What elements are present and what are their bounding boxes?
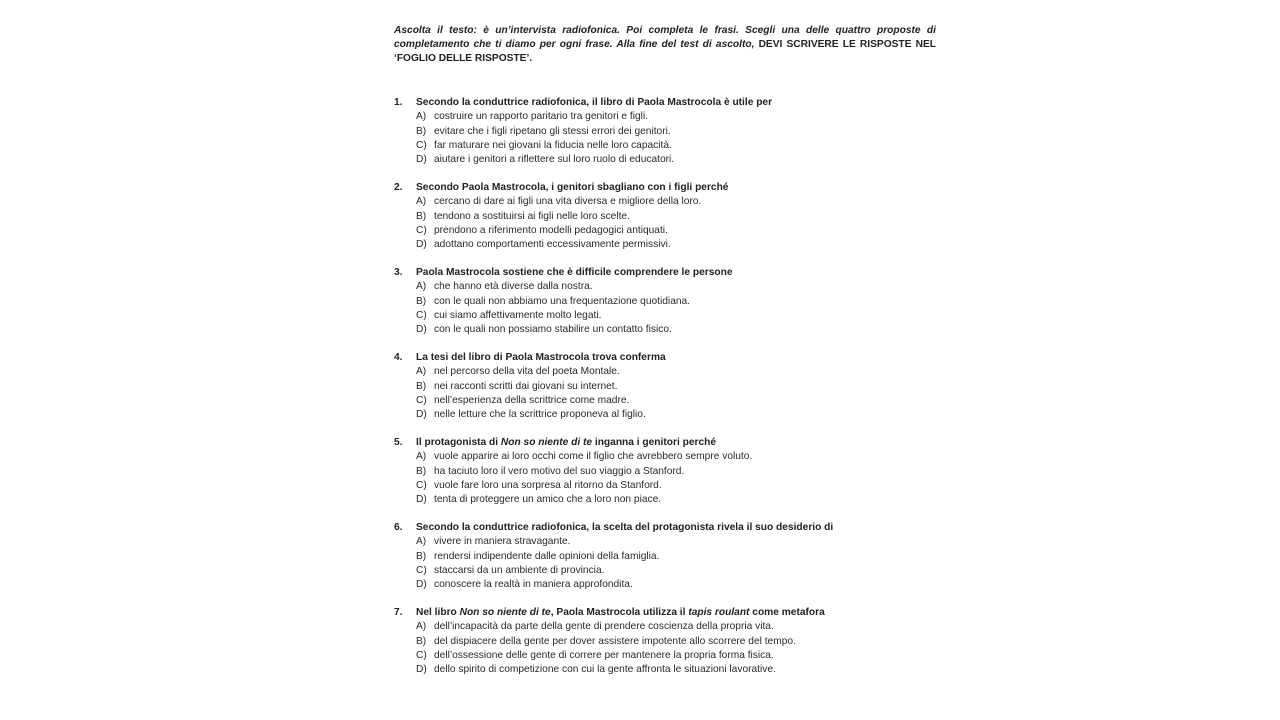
option-letter: A) <box>416 621 427 633</box>
option-text: con le quali non abbiamo una frequentazione quotidiana. <box>434 295 691 307</box>
option-text: nell’esperienza della scrittrice come madre. <box>434 394 630 406</box>
option-letter: B) <box>416 465 427 477</box>
option-text: del dispiacere della gente per dover assistere impotente allo scorrere del tempo. <box>434 635 796 647</box>
question-stem <box>394 606 936 620</box>
option-text: cercano di dare ai figli una vita diversa e migliore della loro. <box>434 196 702 208</box>
answer-option <box>394 224 936 238</box>
option-text: nel percorso della vita del poeta Montale. <box>434 366 620 378</box>
question-number: 7. <box>394 606 403 618</box>
answer-option <box>394 323 936 337</box>
option-text: adottano comportamenti eccessivamente permissivi. <box>434 239 671 251</box>
question-number: 5. <box>394 436 403 448</box>
question-stem <box>394 96 936 110</box>
option-letter: D) <box>416 494 427 506</box>
question-text <box>416 96 772 110</box>
option-text: costruire un rapporto paritario tra genitori e figli. <box>434 111 649 123</box>
option-text: rendersi indipendente dalle opinioni della famiglia. <box>434 550 660 562</box>
question-stem <box>394 521 936 535</box>
question-7 <box>394 606 936 677</box>
answer-option <box>394 663 936 677</box>
question-1 <box>394 96 936 167</box>
option-letter: D) <box>416 579 427 591</box>
answer-option <box>394 620 936 634</box>
option-text: ha taciuto loro il vero motivo del suo viaggio a Stanford. <box>434 465 685 477</box>
question-text-part: Secondo la conduttrice radiofonica, la scelta del protagonista rivela il suo desiderio di <box>416 521 834 533</box>
answer-option <box>394 649 936 663</box>
question-text-part: La tesi del libro di Paola Mastrocola trova conferma <box>416 351 666 363</box>
instructions-text: Ascolta il testo: è un’intervista radiofonica. Poi completa le frasi. Scegli una delle quattro proposte di completamento che ti diamo per ogni frase. Alla fine del test di ascolto, <box>394 25 936 50</box>
question-text <box>416 351 666 365</box>
option-letter: A) <box>416 536 427 548</box>
question-number: 6. <box>394 521 403 533</box>
answer-option <box>394 450 936 464</box>
option-text: aiutare i genitori a riflettere sul loro ruolo di educatori. <box>434 154 675 166</box>
option-letter: C) <box>416 139 427 151</box>
option-text: nei racconti scritti dai giovani su internet. <box>434 380 618 392</box>
answer-option <box>394 564 936 578</box>
question-title-italic: Non so niente di te <box>459 606 551 618</box>
answer-option <box>394 535 936 549</box>
answer-option <box>394 365 936 379</box>
question-text-part: , Paola Mastrocola utilizza il <box>550 606 689 618</box>
question-text-part: inganna i genitori perché <box>592 436 717 448</box>
option-letter: C) <box>416 564 427 576</box>
answer-option <box>394 578 936 592</box>
option-letter: A) <box>416 196 427 208</box>
option-text: cui siamo affettivamente molto legati. <box>434 309 602 321</box>
option-text: nelle letture che la scrittrice proponeva al figlio. <box>434 409 646 421</box>
question-number: 4. <box>394 351 403 363</box>
question-text-part: Il protagonista di <box>416 436 501 448</box>
question-stem <box>394 436 936 450</box>
option-letter: C) <box>416 309 427 321</box>
option-letter: A) <box>416 111 427 123</box>
option-letter: D) <box>416 409 427 421</box>
question-title-italic: Non so niente di te <box>500 436 593 448</box>
question-title-italic: tapis roulant <box>688 606 750 618</box>
question-list <box>394 96 936 677</box>
question-text-part: Paola Mastrocola sostiene che è difficile comprendere le persone <box>416 266 733 278</box>
option-letter: B) <box>416 125 427 137</box>
option-text: prendono a riferimento modelli pedagogici antiquati. <box>434 224 668 236</box>
answer-option <box>394 479 936 493</box>
answer-option <box>394 125 936 139</box>
option-letter: B) <box>416 380 427 392</box>
answer-option <box>394 210 936 224</box>
answer-option <box>394 139 936 153</box>
question-text <box>416 521 833 535</box>
option-letter: C) <box>416 479 427 491</box>
option-text: vivere in maniera stravagante. <box>434 536 571 548</box>
option-text: conoscere la realtà in maniera approfondita. <box>434 579 633 591</box>
option-text: con le quali non possiamo stabilire un contatto fisico. <box>434 324 672 336</box>
question-stem <box>394 181 936 195</box>
question-text <box>416 606 825 620</box>
answer-option <box>394 408 936 422</box>
option-letter: A) <box>416 451 427 463</box>
option-text: dello spirito di competizione con cui la gente affronta le situazioni lavorative. <box>434 664 776 676</box>
question-text <box>416 266 733 280</box>
question-number: 3. <box>394 266 403 278</box>
option-letter: B) <box>416 295 427 307</box>
option-letter: D) <box>416 154 427 166</box>
option-letter: C) <box>416 224 427 236</box>
question-stem <box>394 266 936 280</box>
question-text-part: come metafora <box>749 606 825 618</box>
answer-option <box>394 295 936 309</box>
question-text <box>416 436 716 450</box>
answer-option <box>394 550 936 564</box>
answer-option <box>394 238 936 252</box>
option-letter: D) <box>416 664 427 676</box>
instructions <box>394 24 936 66</box>
option-text: tendono a sostituirsi ai figli nelle loro scelte. <box>434 210 630 222</box>
answer-option <box>394 493 936 507</box>
exam-sheet <box>394 24 936 691</box>
option-letter: D) <box>416 324 427 336</box>
option-text: tenta di proteggere un amico che a loro non piace. <box>434 494 662 506</box>
question-text <box>416 181 728 195</box>
option-text: evitare che i figli ripetano gli stessi errori dei genitori. <box>434 125 671 137</box>
option-letter: A) <box>416 366 427 378</box>
option-text: dell’incapacità da parte della gente di prendere coscienza della propria vita. <box>434 621 774 633</box>
option-text: che hanno età diverse dalla nostra. <box>434 281 593 293</box>
question-number: 2. <box>394 181 403 193</box>
option-letter: C) <box>416 649 427 661</box>
question-4 <box>394 351 936 422</box>
answer-option <box>394 380 936 394</box>
option-letter: B) <box>416 210 427 222</box>
option-text: vuole apparire ai loro occhi come il figlio che avrebbero sempre voluto. <box>434 451 753 463</box>
option-text: vuole fare loro una sorpresa al ritorno da Stanford. <box>434 479 662 491</box>
answer-option <box>394 394 936 408</box>
option-text: far maturare nei giovani la fiducia nelle loro capacità. <box>434 139 672 151</box>
question-text-part: Secondo la conduttrice radiofonica, il libro di Paola Mastrocola è utile per <box>416 97 773 108</box>
option-letter: D) <box>416 239 427 251</box>
option-letter: A) <box>416 281 427 293</box>
answer-option <box>394 153 936 167</box>
answer-option <box>394 309 936 323</box>
instructions-emphasis: DEVI SCRIVERE LE RISPOSTE NEL ‘FOGLIO DELLE RISPOSTE’. <box>394 39 936 64</box>
answer-option <box>394 110 936 124</box>
answer-option <box>394 195 936 209</box>
option-letter: C) <box>416 394 427 406</box>
answer-option <box>394 280 936 294</box>
option-text: dell’ossessione delle gente di correre per mantenere la propria forma fisica. <box>434 649 774 661</box>
answer-option <box>394 635 936 649</box>
question-6 <box>394 521 936 592</box>
answer-option <box>394 465 936 479</box>
option-text: staccarsi da un ambiente di provincia. <box>434 564 605 576</box>
option-letter: B) <box>416 550 427 562</box>
question-3 <box>394 266 936 337</box>
question-5 <box>394 436 936 507</box>
option-letter: B) <box>416 635 427 647</box>
question-text-part: Nel libro <box>416 606 460 618</box>
question-text-part: Secondo Paola Mastrocola, i genitori sbagliano con i figli perché <box>416 181 729 193</box>
question-stem <box>394 351 936 365</box>
question-number: 1. <box>394 97 403 108</box>
question-2 <box>394 181 936 252</box>
